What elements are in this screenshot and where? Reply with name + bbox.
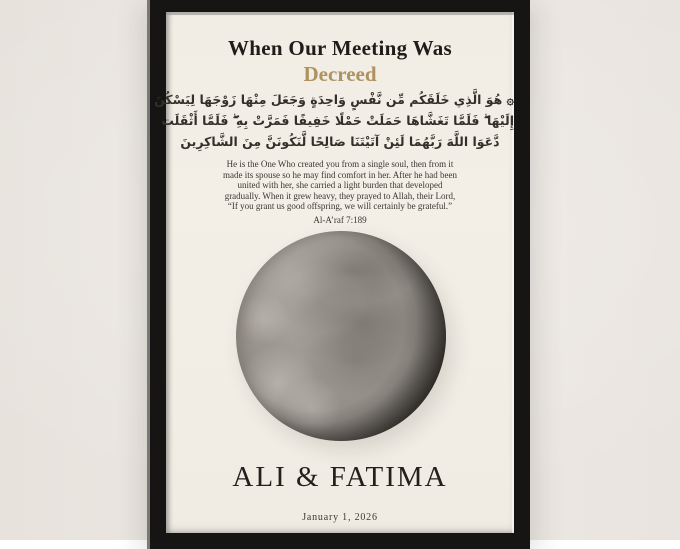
translation-line: united with her, she carried a light burden that developed [237, 180, 443, 190]
translation-line: made its spouse so he may find comfort in her. After he had been [223, 169, 457, 180]
poster-canvas [154, 12, 514, 533]
couple-names: ALI & FATIMA [232, 461, 448, 493]
quran-verse-arabic [154, 89, 514, 152]
verse-translation [190, 159, 490, 212]
poster-title: When Our Meeting Was [228, 36, 452, 60]
arabic-verse-line: إِلَيْهَا ۖ فَلَمَّا تَغَشَّاهَا حَمَلَتْ حَمْلًا خَفِيفًا فَمَرَّتْ بِهِ ۖ فَلَمَّا أَثْقَلَت [161, 113, 514, 128]
arabic-verse-line: دَّعَوَا اللَّهَ رَبَّهُمَا لَئِنْ آتَيْتَنَا صَالِحًا لَّنَكُونَنَّ مِنَ الشَّاكِرِينَ [180, 134, 500, 149]
verse-citation: Al-A’raf 7:189 [313, 214, 367, 225]
picture-frame [150, 0, 530, 549]
translation-line: gradually. When it grew heavy, they prayed to Allah, their Lord, [224, 190, 456, 201]
moon-image [236, 231, 446, 441]
wedding-date: January 1, 2026 [302, 512, 378, 523]
arabic-verse-line: ۞ هُوَ الَّذِي خَلَقَكُم مِّن نَّفْسٍ وَاحِدَةٍ وَجَعَلَ مِنْهَا زَوْجَهَا لِيَسْكُنَ [154, 92, 514, 107]
poster-title-accent: Decreed [303, 62, 377, 86]
translation-line: He is the One Who created you from a single soul, then from it [226, 159, 454, 169]
translation-line: “If you grant us good offspring, we will certainly be grateful.” [227, 201, 453, 211]
